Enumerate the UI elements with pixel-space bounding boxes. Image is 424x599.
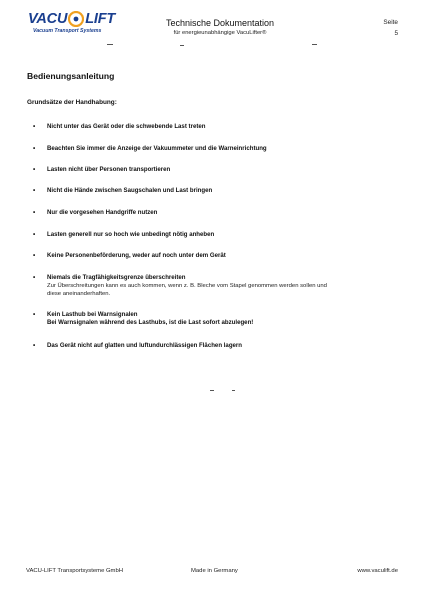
list-item-detail: diese aneinanderhaften. <box>47 291 111 297</box>
scan-artifact <box>312 44 317 45</box>
list-item-text: Nur die vorgesehen Handgriffe nutzen <box>47 209 158 216</box>
bullet-icon: • <box>33 209 36 216</box>
document-subtitle: für energieunabhängige VacuLifter® <box>173 30 267 36</box>
bullet-icon: • <box>33 342 36 349</box>
logo-tagline: Vacuum Transport Systems <box>33 28 102 34</box>
list-item-detail: Zur Überschreitungen kann es auch kommen, wenn z. B. Bleche vom Stapel genommen werden sollen und <box>47 283 327 289</box>
list-item-text: Keine Personenbeförderung, weder auf noch unter dem Gerät <box>47 252 226 259</box>
footer-website: www.vaculift.de <box>357 568 398 574</box>
bullet-icon: • <box>33 166 36 173</box>
list-item-text: Lasten generell nur so hoch wie unbedingt nötig anheben <box>47 231 215 238</box>
scan-artifact <box>210 390 214 391</box>
list-item-text: Beachten Sie immer die Anzeige der Vakuummeter und die Warneinrichtung <box>47 145 267 152</box>
logo-word-lift: LIFT <box>85 11 116 27</box>
page-label: Seite <box>383 19 398 26</box>
bullet-icon: • <box>33 123 36 130</box>
document-title: Technische Dokumentation <box>165 18 275 28</box>
scan-artifact <box>232 390 235 391</box>
bullet-icon: • <box>33 187 36 194</box>
scan-artifact <box>107 44 113 45</box>
list-item-text: Nicht die Hände zwischen Saugschalen und Last bringen <box>47 187 213 194</box>
footer-company: VACU-LIFT Transportsysteme GmbH <box>26 568 123 574</box>
footer-origin: Made in Germany <box>191 568 238 574</box>
subsection-title: Grundsätze der Handhabung: <box>27 99 117 106</box>
list-item-text: Kein Lasthub bei Warnsignalen <box>47 311 138 318</box>
bullet-icon: • <box>33 274 36 281</box>
logo-wordmark <box>28 11 115 28</box>
bullet-icon: • <box>33 311 36 318</box>
list-item-text: Das Gerät nicht auf glatten und luftundurchlässigen Flächen lagern <box>47 342 243 349</box>
vaculift-logo <box>28 11 128 39</box>
logo-suction-cup-icon <box>68 11 84 27</box>
list-item-text-second-line: Bei Warnsignalen während des Lasthubs, ist die Last sofort abzulegen! <box>47 319 254 326</box>
page-number: 5 <box>394 30 398 37</box>
scan-artifact <box>180 45 184 46</box>
logo-word-vacu: VACU <box>28 11 68 27</box>
bullet-icon: • <box>33 145 36 152</box>
list-item-text: Niemals die Tragfähigkeitsgrenze überschreiten <box>47 274 186 281</box>
bullet-icon: • <box>33 231 36 238</box>
list-item-text: Nicht unter das Gerät oder die schwebende Last treten <box>47 123 206 130</box>
bullet-icon: • <box>33 252 36 259</box>
list-item-text: Lasten nicht über Personen transportieren <box>47 166 171 173</box>
section-title: Bedienungsanleitung <box>27 71 115 81</box>
